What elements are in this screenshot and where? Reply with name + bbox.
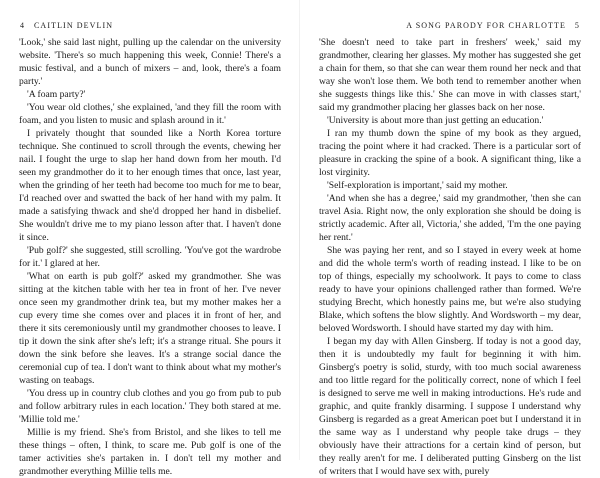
paragraph: 'University is about more than just getting an education.'	[327, 115, 544, 126]
paragraph: 'A foam party?'	[27, 89, 86, 100]
left-running-head: CAITLIN DEVLIN	[34, 21, 114, 30]
left-page-header	[20, 20, 280, 32]
right-page-body	[319, 36, 581, 477]
right-page	[300, 0, 600, 477]
right-running-head: A SONG PARODY FOR CHARLOTTE	[406, 21, 566, 30]
paragraph: Millie is my friend. She's from Bristol, and she likes to tell me these things – often, I think, to scare me. Pub golf is one of the tamer activities she's partaken in. I don't tell my mother and grandmother everything Millie tells me.	[19, 427, 281, 477]
paragraph: 'Look,' she said last night, pulling up the calendar on the university website. 'There's so much happening this week, Connie! There's a music festival, and a bunch of mixers – and, look, there's a foam party.'	[19, 37, 281, 87]
left-page	[0, 0, 300, 477]
paragraph: 'She doesn't need to take part in freshers' week,' said my grandmother, clearing her glasses. My mother has suggested she get a chain for them, so that she can wear them round her neck and that way she won't lose them. We both tend to remember another when she suggests things like this.' She can move in with classes start,' said my grandmother placing her glasses back on her nose.	[319, 37, 581, 113]
paragraph: 'Self-exploration is important,' said my mother.	[327, 180, 508, 191]
paragraph: 'You dress up in country club clothes and you go from pub to pub and follow arbitrary rules in each location.' They both stared at me. 'Millie told me.'	[19, 388, 281, 425]
paragraph: I ran my thumb down the spine of my book as they argued, tracing the point where it had cracked. There is a particular sort of pleasure in cracking the spine of a book. A significant thing, like a lost virginity.	[319, 128, 581, 178]
paragraph: 'You wear old clothes,' she explained, 'and they fill the room with foam, and you listen to music and splash around in it.'	[19, 102, 281, 126]
paragraph: I began my day with Allen Ginsberg. If today is not a good day, then it is undoubtedly my fault for beginning it with him. Ginsberg's poetry is solid, sturdy, with too much social awareness and too little regard for the politically correct, none of which I feel is designed to serve me well in making introductions. He's rude and graphic, and quite frankly disarming. I suppose I understand why Ginsberg is regarded as a great American poet but I understand it in the same way as I understand why people take drugs – they obviously have their attractions for a certain kind of person, but they really aren't for me. I deliberated putting Ginsberg on the list of writers that I would have sex with, purely	[319, 336, 581, 477]
right-page-number: 5	[574, 21, 580, 30]
paragraph: She was paying her rent, and so I stayed in every week at home and did the whole term's worth of reading instead. I like to be on top of things, especially my schoolwork. It pays to come to class ready to have your opinions challenged rather than formed. We're studying Brecht, which honestly pains me, but we're also studying Blake, which softens the blow slightly. And Wordsworth – my dear, beloved Wordsworth. I should have started my day with him.	[319, 245, 581, 334]
right-page-header	[320, 20, 580, 32]
left-page-number: 4	[20, 21, 26, 30]
paragraph: 'Pub golf?' she suggested, still scrolling. 'You've got the wardrobe for it.' I glared at her.	[19, 245, 281, 269]
paragraph: I privately thought that sounded like a North Korea torture technique. She continued to scroll through the events, chewing her nail. I fought the urge to slap her hand down from her mouth. I'd seen my grandmother do it to her enough times that once, last year, when the grinding of her teeth had become too much for me to bear, I'd reached over and swatted the back of her hand with my palm. It made a satisfying thwack and she'd dropped her hand in disbelief. She wouldn't drive me to my piano lesson after that. I haven't done it since.	[19, 128, 281, 243]
paragraph: 'What on earth is pub golf?' asked my grandmother. She was sitting at the kitchen table with her tea in front of her. I've never once seen my grandmother drink tea, but my mother makes her a cup every time she comes over and places it in front of her, and there it sits ceremoniously until my grandmother chooses to leave. I tip it down the sink after she's left; it's a strange ritual. She pours it down the sink before she leaves. It's a strange social dance the ceremonial cup of tea. I don't want to think about what my mother's wasting on teabags.	[19, 271, 281, 386]
paragraph: 'And when she has a degree,' said my grandmother, 'then she can travel Asia. Right now, the only exploration she should be doing is strictly academic. After all, Victoria,' she added, 'I'm the one paying her rent.'	[319, 193, 581, 243]
left-page-body	[19, 36, 281, 477]
